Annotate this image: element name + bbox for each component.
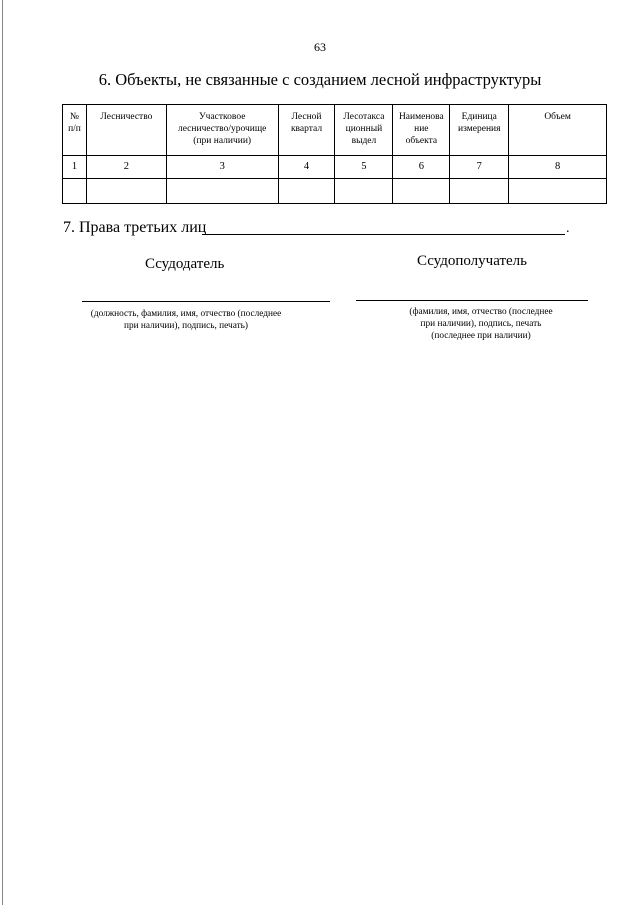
section-6-title: 6. Объекты, не связанные с созданием лесной инфраструктуры (98, 70, 542, 89)
table-row-empty (63, 179, 607, 204)
lender-signature-line (82, 301, 330, 302)
header-line: Участковое (198, 112, 246, 122)
section-7-label: 7. Права третьих лиц (63, 219, 207, 236)
header-line: Лесотакса (343, 112, 385, 122)
table-row-column-numbers (63, 156, 607, 179)
empty-cell (450, 179, 509, 204)
objects-table (62, 104, 607, 204)
header-cell-object-name (393, 105, 450, 156)
empty-cell (278, 179, 335, 204)
header-cell-volume (509, 105, 607, 156)
empty-cell (509, 179, 607, 204)
header-cell-forestry (86, 105, 166, 156)
section-7-end-mark: . (566, 221, 570, 236)
header-line: квартал (290, 123, 323, 134)
column-number-cell: 1 (63, 156, 87, 179)
header-line: измерения (458, 123, 501, 134)
lender-title: Ссудодатель (145, 256, 225, 272)
lender-signature-caption (72, 308, 300, 332)
empty-cell (335, 179, 393, 204)
header-line: Наименова (398, 112, 444, 122)
empty-cell (166, 179, 278, 204)
header-line: ционный (345, 123, 383, 134)
header-cell-allotment (335, 105, 393, 156)
third-party-rights-blank-line (202, 234, 565, 235)
table-header-row (63, 105, 607, 156)
page-number: 63 (314, 40, 326, 54)
header-line: объекта (405, 135, 438, 146)
empty-cell (86, 179, 166, 204)
borrower-title: Ссудополучатель (417, 253, 528, 269)
empty-cell (393, 179, 450, 204)
column-number-cell: 5 (335, 156, 393, 179)
header-line: ние (414, 123, 429, 134)
header-line: выдел (351, 135, 377, 146)
header-line: № (69, 112, 79, 122)
column-number-cell: 4 (278, 156, 335, 179)
header-line: (при наличии) (193, 135, 252, 146)
header-cell-forest-quarter (278, 105, 335, 156)
column-number-cell: 2 (86, 156, 166, 179)
header-cell-number (63, 105, 87, 156)
borrower-signature-caption (400, 306, 562, 342)
header-cell-district-forestry (166, 105, 278, 156)
empty-cell (63, 179, 87, 204)
header-cell-unit (450, 105, 509, 156)
header-line: Лесной (291, 112, 322, 122)
caption-line: (должность, фамилия, имя, отчество (последнее (90, 309, 282, 319)
header-line: Объем (544, 112, 571, 122)
column-number-cell: 6 (393, 156, 450, 179)
header-line: Лесничество (100, 112, 153, 122)
column-number-cell: 7 (450, 156, 509, 179)
header-line: Единица (461, 112, 497, 122)
caption-line: (фамилия, имя, отчество (последнее (409, 307, 553, 317)
borrower-signature-line (356, 300, 588, 301)
caption-line: (последнее при наличии) (431, 331, 531, 342)
column-number-cell: 8 (509, 156, 607, 179)
header-line: п/п (68, 123, 81, 134)
page-edge-line (2, 0, 3, 905)
caption-line: при наличии), подпись, печать (420, 319, 542, 330)
caption-line: при наличии), подпись, печать) (124, 321, 248, 332)
header-line: лесничество/урочище (177, 123, 267, 134)
column-number-cell: 3 (166, 156, 278, 179)
